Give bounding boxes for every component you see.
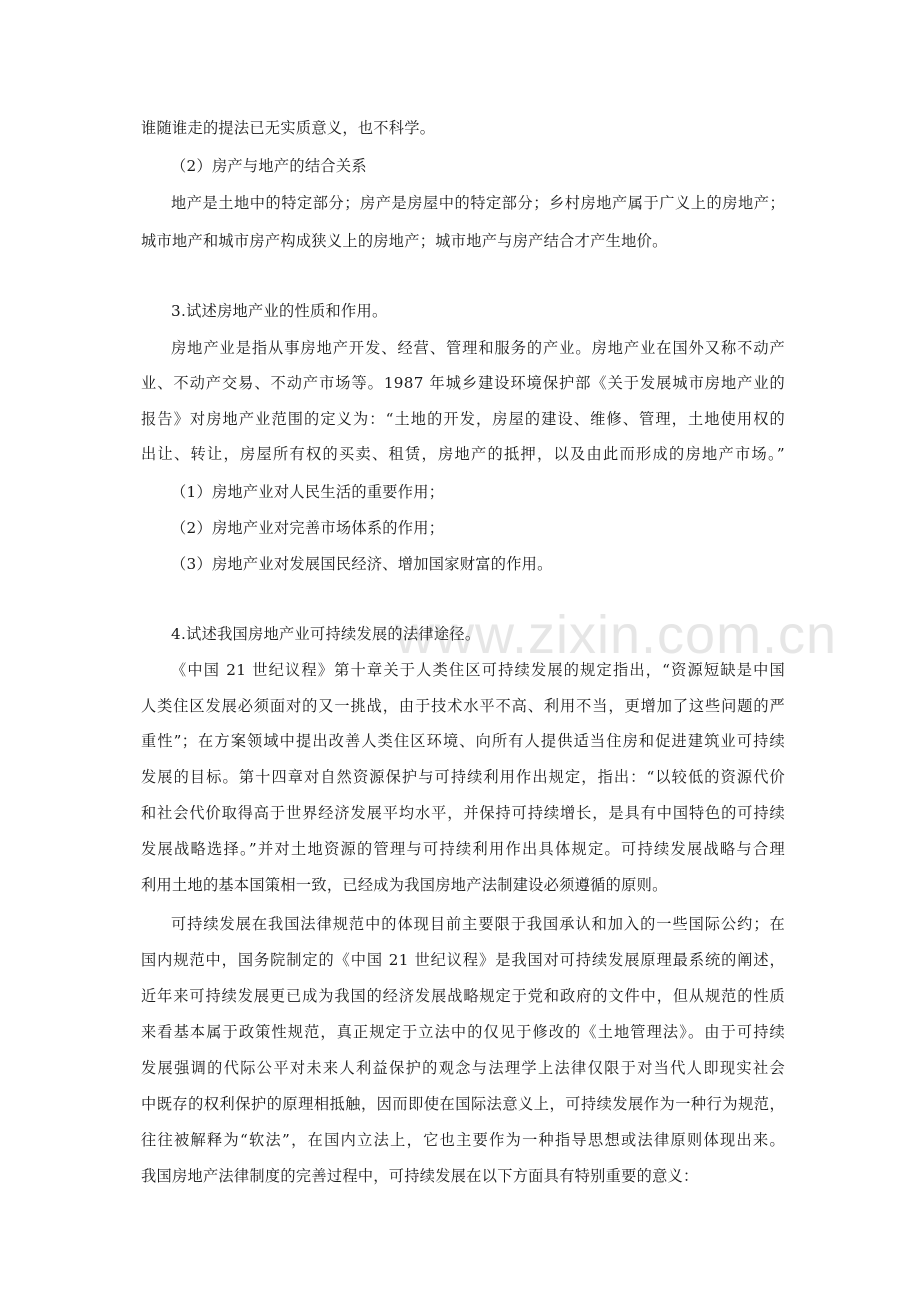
text-line: 中既存的权利保护的原理相抵触，因而即使在国际法意义上，可持续发展作为一种行为规范， bbox=[141, 1095, 785, 1113]
subheading: （2）房产与地产的结合关系 bbox=[171, 157, 367, 175]
text-line: 《中国 21 世纪议程》第十章关于人类住区可持续发展的规定指出，“资源短缺是中国 bbox=[171, 661, 785, 679]
text-line: 发展的目标。第十四章对自然资源保护与可持续利用作出规定，指出：“以较低的资源代价 bbox=[141, 768, 785, 786]
text-line: 报告》对房地产业范围的定义为：“土地的开发，房屋的建设、维修、管理，土地使用权的 bbox=[141, 410, 785, 428]
list-item: （1）房地产业对人民生活的重要作用； bbox=[171, 483, 445, 501]
text-line: 人类住区发展必须面对的又一挑战，由于技术水平不高、利用不当，更增加了这些问题的严 bbox=[141, 697, 785, 715]
text-line: 利用土地的基本国策相一致，已经成为我国房地产法制建设必须遵循的原则。 bbox=[141, 876, 668, 894]
text-line: 和社会代价取得高于世界经济发展平均水平，并保持可持续增长，是具有中国特色的可持续 bbox=[141, 804, 785, 822]
text-line: 城市地产和城市房产构成狭义上的房地产；城市地产与房产结合才产生地价。 bbox=[141, 232, 668, 250]
text-line: 谁随谁走的提法已无实质意义，也不科学。 bbox=[141, 119, 436, 137]
watermark: www.zixin.com.cn bbox=[395, 605, 838, 665]
question-heading: 3.试述房地产业的性质和作用。 bbox=[171, 302, 388, 320]
text-line: 我国房地产法律制度的完善过程中，可持续发展在以下方面具有特别重要的意义： bbox=[141, 1167, 699, 1185]
text-line: 地产是土地中的特定部分；房产是房屋中的特定部分；乡村房地产属于广义上的房地产； bbox=[171, 194, 785, 212]
text-line: 来看基本属于政策性规范，真正规定于立法中的仅见于修改的《土地管理法》。由于可持续 bbox=[141, 1023, 785, 1041]
text-line: 近年来可持续发展更已成为我国的经济发展战略规定于党和政府的文件中，但从规范的性质 bbox=[141, 987, 785, 1005]
text-line: 发展战略选择。”并对土地资源的管理与可持续利用作出具体规定。可持续发展战略与合理 bbox=[141, 840, 785, 858]
text-line: 可持续发展在我国法律规范中的体现目前主要限于我国承认和加入的一些国际公约；在 bbox=[171, 915, 785, 933]
text-line: 发展强调的代际公平对未来人利益保护的观念与法理学上法律仅限于对当代人即现实社会 bbox=[141, 1059, 785, 1077]
question-heading: 4.试述我国房地产业可持续发展的法律途径。 bbox=[171, 625, 481, 643]
text-line: 业、不动产交易、不动产市场等。1987 年城乡建设环境保护部《关于发展城市房地产业的 bbox=[141, 374, 785, 392]
list-item: （3）房地产业对发展国民经济、增加国家财富的作用。 bbox=[171, 555, 553, 573]
text-line: 房地产业是指从事房地产开发、经营、管理和服务的产业。房地产业在国外又称不动产 bbox=[171, 339, 785, 357]
text-line: 出让、转让，房屋所有权的买卖、租赁，房地产的抵押，以及由此而形成的房地产市场。” bbox=[141, 445, 785, 463]
text-line: 重性”；在方案领域中提出改善人类住区环境、向所有人提供适当住房和促进建筑业可持续 bbox=[141, 732, 785, 750]
text-line: 国内规范中，国务院制定的《中国 21 世纪议程》是我国对可持续发展原理最系统的阐述， bbox=[141, 951, 785, 969]
list-item: （2）房地产业对完善市场体系的作用； bbox=[171, 519, 445, 537]
text-line: 往往被解释为“软法”，在国内立法上，它也主要作为一种指导思想或法律原则体现出来。 bbox=[141, 1131, 785, 1149]
